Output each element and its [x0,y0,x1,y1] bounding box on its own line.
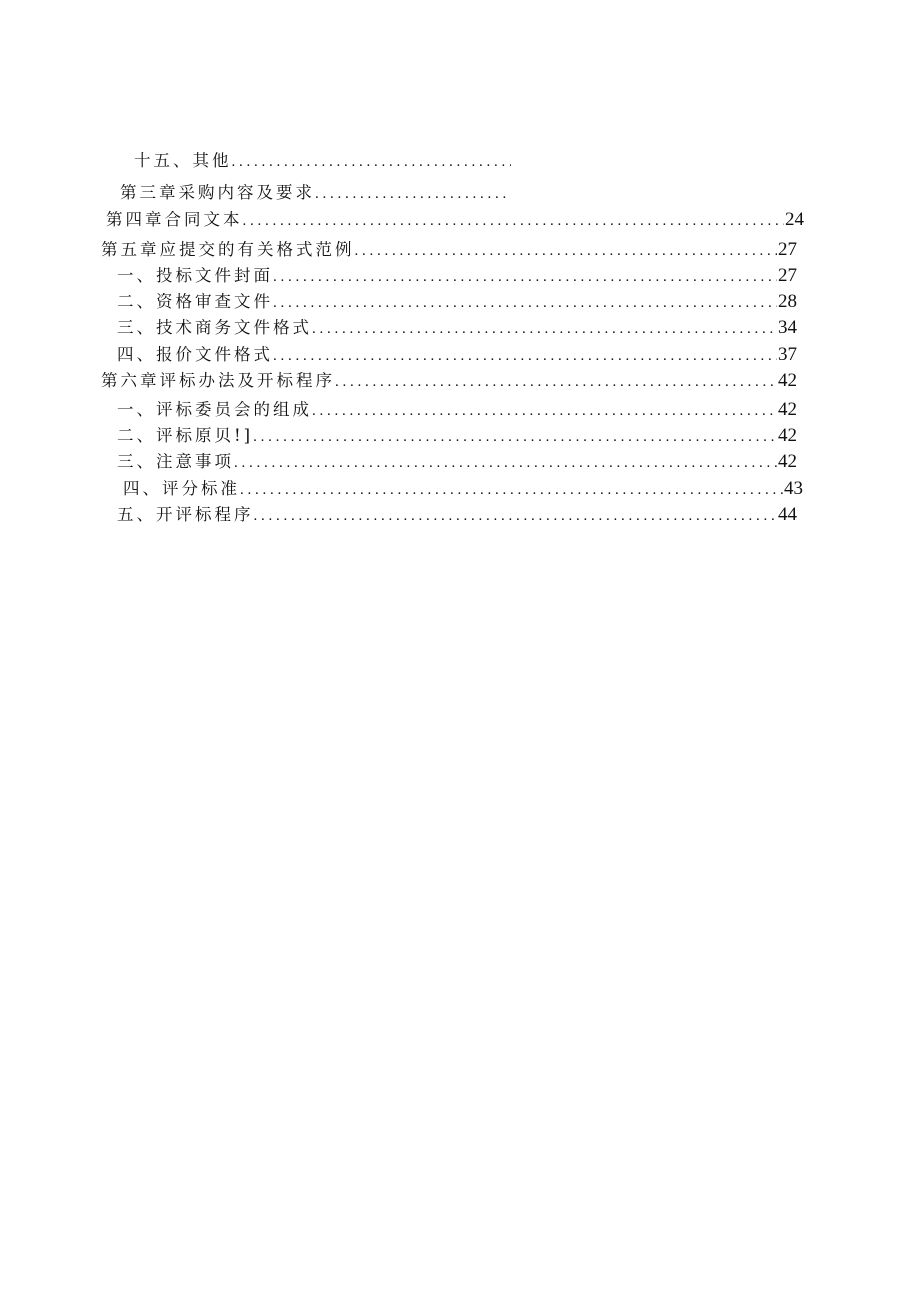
toc-entry-page: 24 [785,209,804,230]
toc-entry-technical-commercial[interactable] [117,315,797,341]
toc-entry-page: 37 [778,344,797,365]
toc-entry-principles[interactable] [117,423,797,449]
toc-entry-qualification-docs[interactable] [117,289,797,315]
toc-entry-title: 十五、其他 [134,151,232,170]
toc-entry-page: 42 [778,399,797,420]
toc-entry-chapter-6[interactable] [101,368,797,394]
toc-dot-leader [234,450,777,476]
toc-entry-page: 28 [778,291,797,312]
toc-entry-other[interactable] [134,148,512,174]
toc-dot-leader [355,238,778,264]
toc-dot-leader [254,503,778,529]
toc-entry-title: 四、评分标准 [123,479,240,498]
toc-entry-title: 第四章合同文本 [106,210,243,229]
toc-entry-chapter-3[interactable] [120,180,512,206]
toc-entry-bid-cover[interactable] [117,263,797,289]
toc-entry-title: 五、开评标程序 [117,505,254,524]
toc-entry-title: 一、投标文件封面 [117,266,273,285]
toc-entry-chapter-5[interactable] [101,237,797,263]
toc-dot-leader [273,264,777,290]
toc-entry-title: 一、评标委员会的组成 [117,400,312,419]
toc-dot-leader [273,290,777,316]
toc-entry-opening-procedure[interactable] [117,502,797,528]
toc-entry-page: 42 [778,370,797,391]
toc-entry-page: 27 [778,265,797,286]
toc-entry-title: 四、报价文件格式 [117,345,273,364]
toc-entry-page: 34 [778,317,797,338]
toc-entry-committee[interactable] [117,397,797,423]
toc-entry-page: 44 [778,504,797,525]
toc-dot-leader [253,424,777,450]
toc-entry-title: 二、评标原贝!] [117,426,254,445]
toc-entry-title: 三、技术商务文件格式 [117,318,312,337]
toc-entry-notes[interactable] [117,449,797,475]
toc-entry-page: 42 [778,451,797,472]
toc-dot-leader [232,149,512,175]
toc-entry-chapter-4[interactable] [106,207,804,233]
toc-dot-leader [312,398,777,424]
toc-entry-title: 第六章评标办法及开标程序 [101,371,335,390]
toc-entry-title: 第三章采购内容及要求 [120,183,315,202]
toc-dot-leader [243,208,785,234]
toc-entry-page: 27 [778,239,797,260]
toc-dot-leader [240,477,783,503]
toc-dot-leader [312,316,777,342]
toc-dot-leader [315,181,511,207]
toc-dot-leader [273,343,777,369]
toc-entry-title: 三、注意事项 [117,452,234,471]
toc-entry-page: 42 [778,425,797,446]
toc-entry-title: 第五章应提交的有关格式范例 [101,240,355,259]
toc-entry-scoring[interactable] [123,476,803,502]
toc-entry-page: 43 [784,478,803,499]
toc-dot-leader [335,369,777,395]
toc-entry-quotation-format[interactable] [117,342,797,368]
toc-entry-title: 二、资格审查文件 [117,292,273,311]
